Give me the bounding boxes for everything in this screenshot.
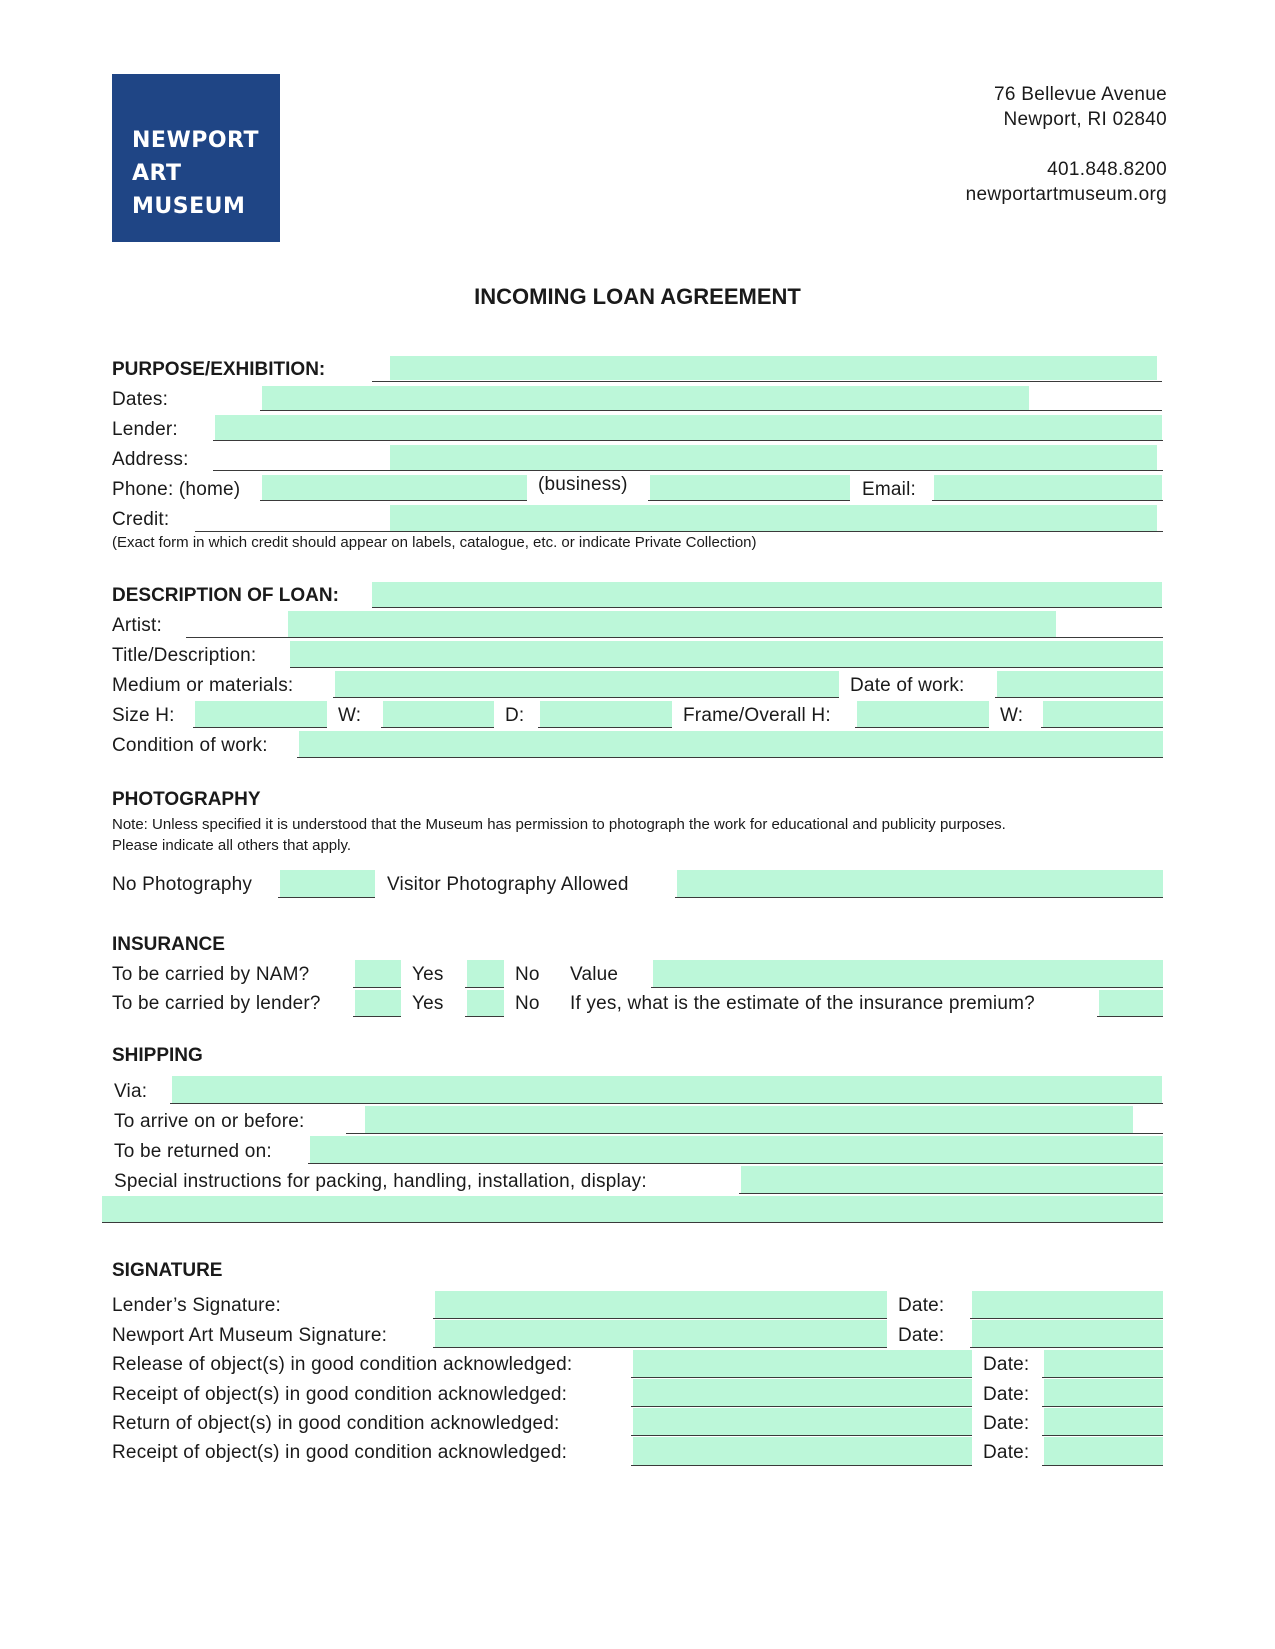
date-of-work-field[interactable] <box>997 671 1163 697</box>
phone-number: 401.848.8200 <box>1047 159 1167 180</box>
address-label: Address: <box>112 449 189 470</box>
return-date-field[interactable] <box>1044 1408 1163 1435</box>
frame-h-label: Frame/Overall H: <box>683 705 831 726</box>
size-d-label: D: <box>505 705 525 726</box>
phone-business-field[interactable] <box>650 475 850 500</box>
frame-h-field[interactable] <box>857 701 989 727</box>
email-field[interactable] <box>934 475 1162 500</box>
insurance-value-field[interactable] <box>653 960 1163 987</box>
insurance-heading: INSURANCE <box>112 934 225 955</box>
return-label: Return of object(s) in good condition acknowledged: <box>112 1413 560 1434</box>
size-h-label: Size H: <box>112 705 175 726</box>
title-description-label: Title/Description: <box>112 645 257 666</box>
condition-field[interactable] <box>299 731 1163 757</box>
carried-by-lender-label: To be carried by lender? <box>112 993 321 1014</box>
lender-signature-field[interactable] <box>435 1291 887 1318</box>
lender-no-label: No <box>515 993 540 1014</box>
nam-yes-field[interactable] <box>355 960 401 987</box>
phone-business-label: (business) <box>538 474 628 495</box>
address-line2: Newport, RI 02840 <box>1003 109 1167 130</box>
address-field[interactable] <box>390 445 1157 470</box>
address-line1: 76 Bellevue Avenue <box>993 84 1167 105</box>
phone-home-label: Phone: (home) <box>112 479 241 500</box>
museum-signature-label: Newport Art Museum Signature: <box>112 1325 388 1346</box>
size-w-field[interactable] <box>383 701 494 727</box>
signature-heading: SIGNATURE <box>112 1260 223 1281</box>
receipt-field[interactable] <box>633 1379 972 1406</box>
museum-logo <box>112 74 280 242</box>
frame-w-field[interactable] <box>1043 701 1163 727</box>
release-label: Release of object(s) in good condition acknowledged: <box>112 1354 573 1375</box>
value-label: Value <box>570 964 619 985</box>
email-label: Email: <box>862 479 916 500</box>
description-field[interactable] <box>372 582 1162 607</box>
lender-no-field[interactable] <box>467 990 504 1016</box>
artist-label: Artist: <box>112 615 162 636</box>
lender-label: Lender: <box>112 419 178 440</box>
logo-text-line: NEWPORT <box>132 128 259 153</box>
dates-field[interactable] <box>262 386 1029 410</box>
date-label: Date: <box>898 1325 945 1346</box>
special-instructions-field[interactable] <box>741 1166 1163 1193</box>
receipt-label-2: Receipt of object(s) in good condition acknowledged: <box>112 1442 568 1463</box>
lender-yes-label: Yes <box>412 993 444 1014</box>
date-of-work-label: Date of work: <box>850 675 965 696</box>
museum-signature-field[interactable] <box>435 1320 887 1347</box>
dates-label: Dates: <box>112 389 169 410</box>
lender-yes-field[interactable] <box>355 990 401 1016</box>
photography-note: Note: Unless specified it is understood that the Museum has permission to photograph the work for educational and publicity purposes. <box>112 816 1006 833</box>
logo-text-line: MUSEUM <box>132 194 246 219</box>
website: newportartmuseum.org <box>965 184 1167 205</box>
nam-yes-label: Yes <box>412 964 444 985</box>
date-label: Date: <box>983 1384 1030 1405</box>
purpose-exhibition-field[interactable] <box>390 356 1157 380</box>
release-field[interactable] <box>633 1350 972 1377</box>
visitor-photography-field[interactable] <box>677 870 1163 897</box>
frame-w-label: W: <box>1000 705 1024 726</box>
shipping-heading: SHIPPING <box>112 1045 203 1066</box>
no-photography-label: No Photography <box>112 874 253 895</box>
date-label: Date: <box>983 1442 1030 1463</box>
receipt-label: Receipt of object(s) in good condition acknowledged: <box>112 1384 568 1405</box>
condition-label: Condition of work: <box>112 735 268 756</box>
via-field[interactable] <box>172 1076 1162 1103</box>
receipt-field-2[interactable] <box>633 1437 972 1465</box>
receipt-date-field-2[interactable] <box>1044 1437 1163 1465</box>
museum-signature-date-field[interactable] <box>972 1320 1163 1347</box>
returned-label: To be returned on: <box>114 1141 272 1162</box>
date-label: Date: <box>898 1295 945 1316</box>
phone-home-field[interactable] <box>262 475 527 500</box>
arrive-label: To arrive on or before: <box>114 1111 305 1132</box>
premium-field[interactable] <box>1099 990 1163 1016</box>
medium-field[interactable] <box>335 671 839 697</box>
visitor-photography-label: Visitor Photography Allowed <box>387 874 629 895</box>
title-description-field[interactable] <box>290 641 1163 667</box>
logo-text-line: ART <box>132 161 182 186</box>
size-w-label: W: <box>338 705 362 726</box>
description-heading: DESCRIPTION OF LOAN: <box>112 585 339 606</box>
credit-note: (Exact form in which credit should appear on labels, catalogue, etc. or indicate Private Collection) <box>112 534 757 551</box>
credit-field[interactable] <box>390 505 1157 531</box>
carried-by-nam-label: To be carried by NAM? <box>112 964 310 985</box>
size-h-field[interactable] <box>195 701 327 727</box>
via-label: Via: <box>114 1081 148 1102</box>
premium-label: If yes, what is the estimate of the insurance premium? <box>570 993 1035 1014</box>
purpose-heading: PURPOSE/EXHIBITION: <box>112 359 326 380</box>
returned-field[interactable] <box>310 1136 1163 1163</box>
size-d-field[interactable] <box>540 701 672 727</box>
lender-signature-label: Lender’s Signature: <box>112 1295 281 1316</box>
nam-no-field[interactable] <box>467 960 504 987</box>
arrive-field[interactable] <box>365 1106 1133 1133</box>
date-label: Date: <box>983 1354 1030 1375</box>
form-title: INCOMING LOAN AGREEMENT <box>474 284 801 309</box>
release-date-field[interactable] <box>1044 1350 1163 1377</box>
credit-label: Credit: <box>112 509 170 530</box>
nam-no-label: No <box>515 964 540 985</box>
medium-label: Medium or materials: <box>112 675 294 696</box>
artist-field[interactable] <box>288 611 1056 637</box>
no-photography-field[interactable] <box>280 870 375 897</box>
lender-field[interactable] <box>215 415 1162 440</box>
date-label: Date: <box>983 1413 1030 1434</box>
return-field[interactable] <box>633 1408 972 1435</box>
photography-heading: PHOTOGRAPHY <box>112 789 261 810</box>
lender-signature-date-field[interactable] <box>972 1291 1163 1318</box>
special-instructions-label: Special instructions for packing, handling, installation, display: <box>114 1171 647 1192</box>
photography-note-2: Please indicate all others that apply. <box>112 837 352 854</box>
receipt-date-field[interactable] <box>1044 1379 1163 1406</box>
special-instructions-field-2[interactable] <box>102 1196 1163 1222</box>
